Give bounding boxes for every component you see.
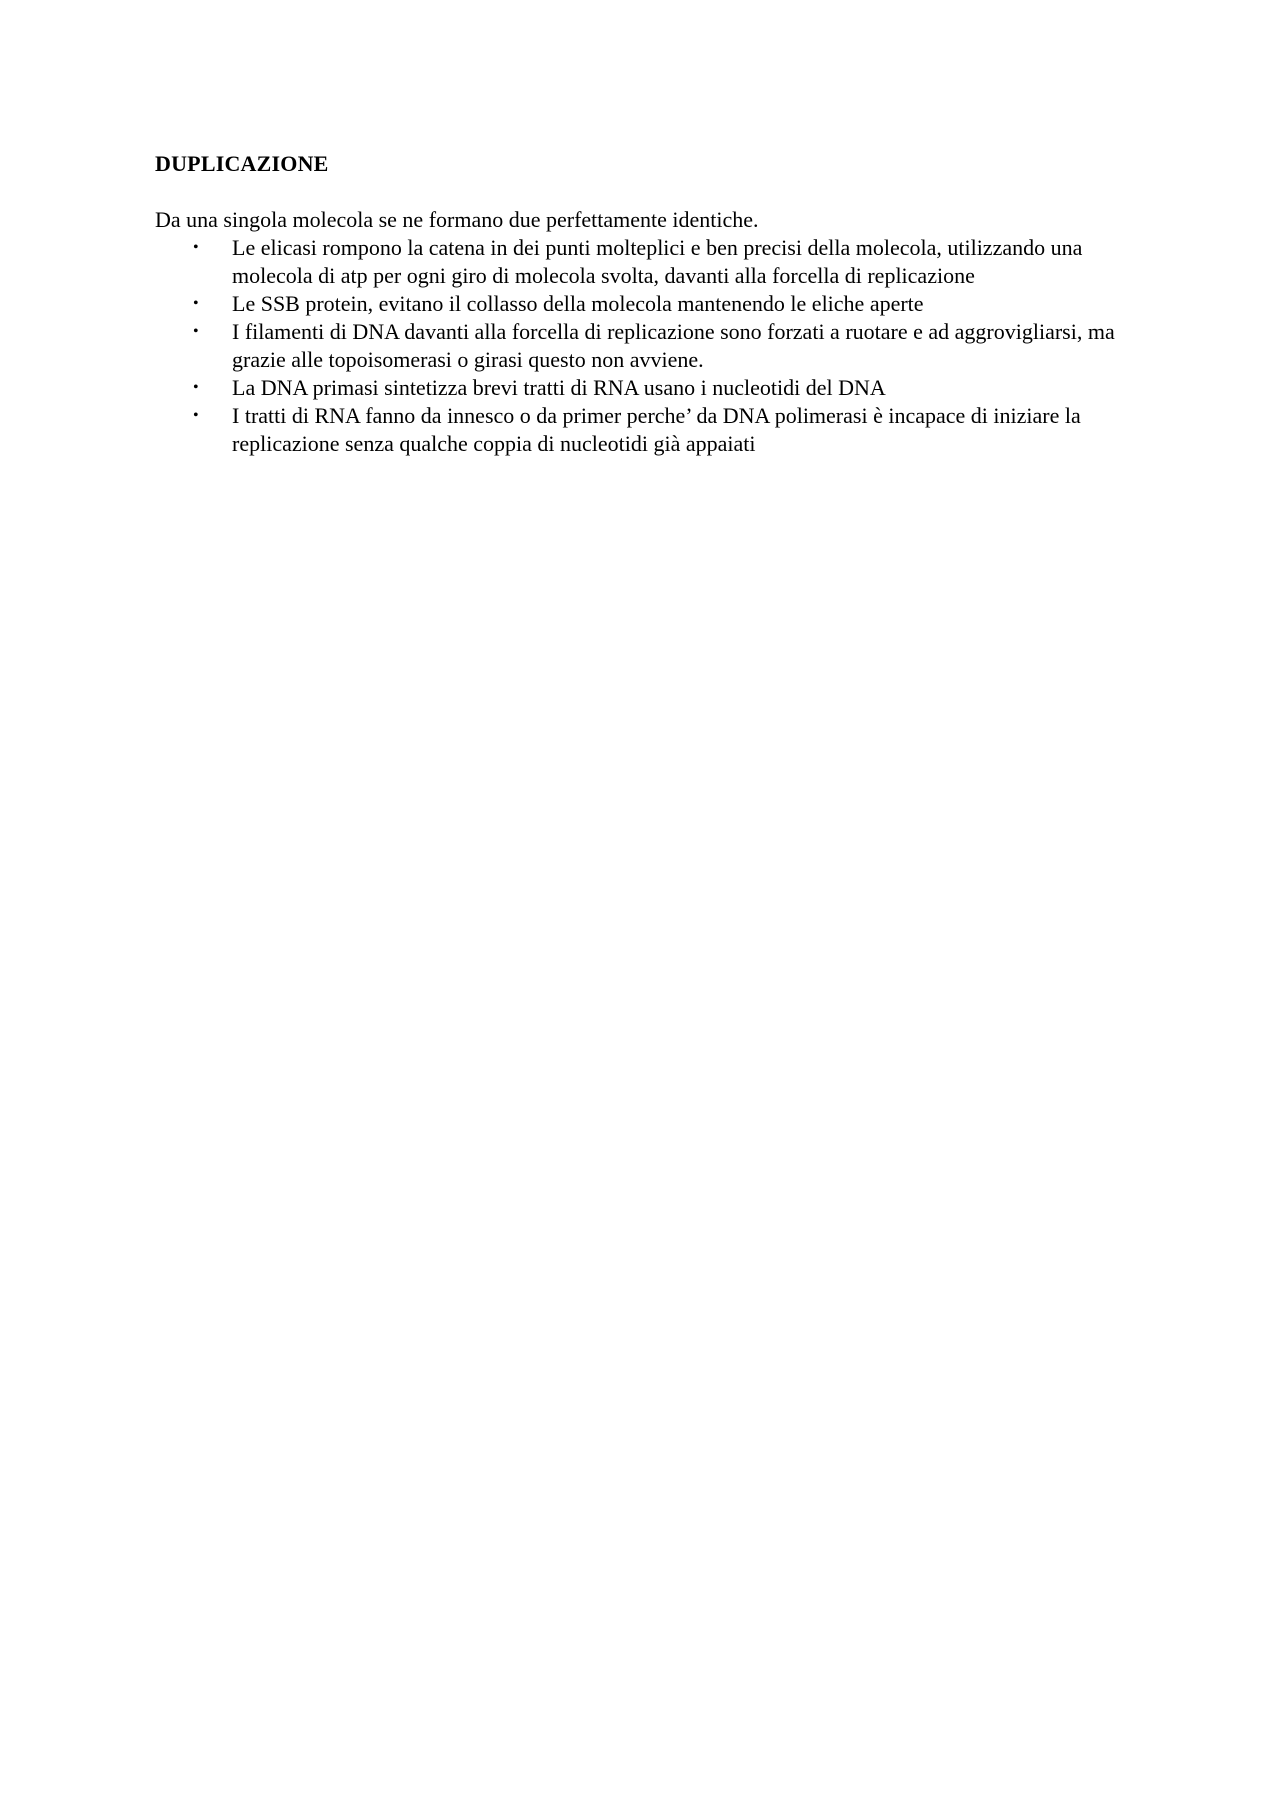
bullet-icon: •: [193, 407, 199, 424]
list-item: [155, 318, 1135, 374]
list-item: [155, 290, 1135, 318]
list-item: [155, 374, 1135, 402]
bullet-list: [155, 234, 1135, 458]
document-body: [155, 150, 1135, 458]
bullet-icon: •: [193, 295, 199, 312]
document-title: DUPLICAZIONE: [155, 151, 329, 176]
list-item-text: I tratti di RNA fanno da innesco o da primer perche’ da DNA polimerasi è incapace di iniziare la replicazione senza qualche coppia di nucleotidi già appaiati: [232, 403, 1081, 456]
bullet-icon: •: [193, 379, 199, 396]
list-item-text: Le elicasi rompono la catena in dei punti molteplici e ben precisi della molecola, utilizzando una molecola di atp per ogni giro di molecola svolta, davanti alla forcella di replicazione: [232, 235, 1083, 288]
list-item: [155, 402, 1135, 458]
list-item: [155, 234, 1135, 290]
list-item-text: Le SSB protein, evitano il collasso della molecola mantenendo le eliche aperte: [232, 291, 924, 316]
bullet-icon: •: [193, 323, 199, 340]
list-item-text: La DNA primasi sintetizza brevi tratti di RNA usano i nucleotidi del DNA: [232, 375, 886, 400]
intro-paragraph: Da una singola molecola se ne formano due perfettamente identiche.: [155, 207, 759, 232]
list-item-text: I filamenti di DNA davanti alla forcella di replicazione sono forzati a ruotare e ad aggrovigliarsi, ma grazie alle topoisomerasi o girasi questo non avviene.: [232, 319, 1115, 372]
bullet-icon: •: [193, 239, 199, 256]
